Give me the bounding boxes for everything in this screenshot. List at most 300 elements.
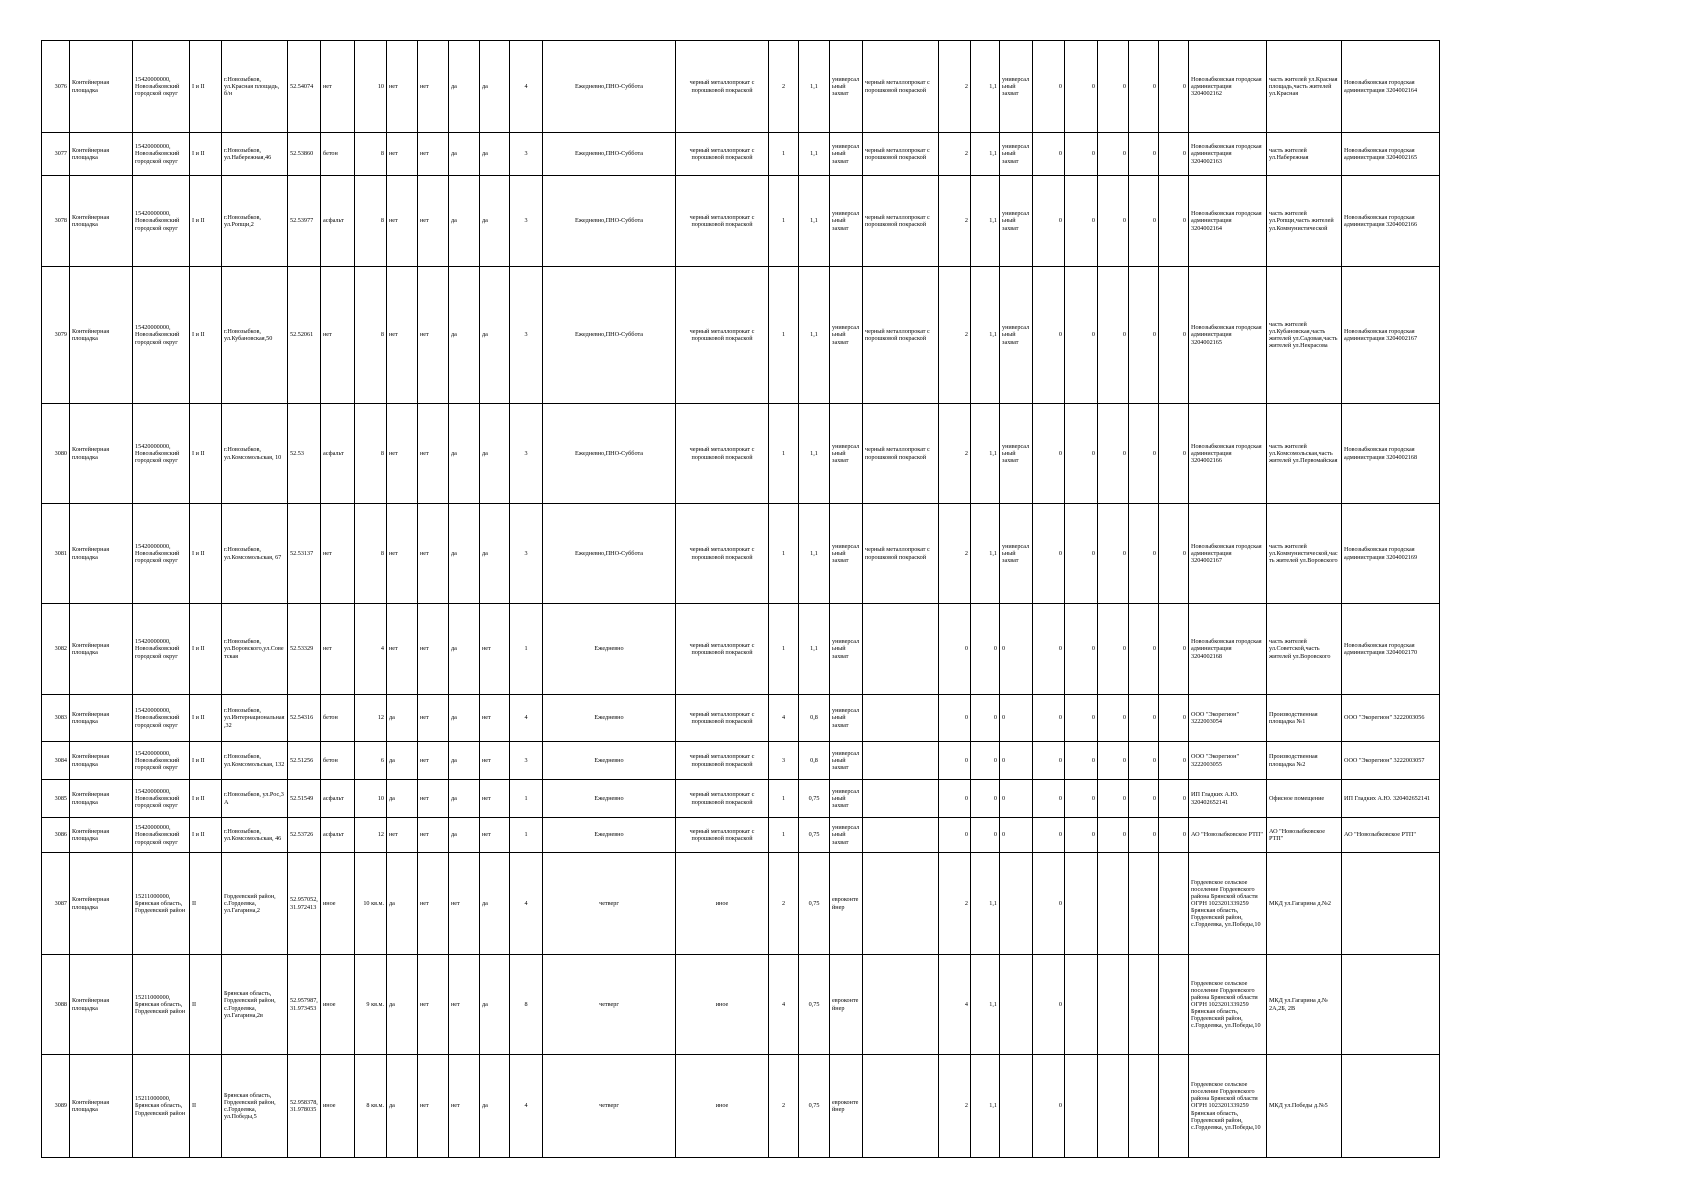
- cell-material2: черный металлопрокат с порошковой покраской: [863, 504, 939, 604]
- cell-z2: [1065, 853, 1098, 955]
- cell-material2: черный металлопрокат с порошковой покраской: [863, 267, 939, 404]
- cell-z2: 0: [1065, 742, 1098, 780]
- cell-owner: ООО "Экорегион" 3222003055: [1189, 742, 1267, 780]
- cell-material2: [863, 695, 939, 742]
- cell-source: Производственная площадка №1: [1267, 695, 1342, 742]
- cell-owner2: Новозыбковская городская администрация 3204002166: [1342, 176, 1440, 267]
- cell-z1: 0: [1033, 504, 1065, 604]
- cell-kind2: [1000, 1055, 1033, 1158]
- cell-z4: 0: [1129, 41, 1159, 133]
- cell-material: черный металлопрокат с порошковой покраской: [676, 818, 769, 853]
- cell-source: АО "Новозыбковское РТП": [1267, 818, 1342, 853]
- table-row: [42, 267, 1440, 404]
- cell-v2: 1,1: [971, 955, 1000, 1055]
- cell-n2: 2: [939, 176, 971, 267]
- cell-schedule: четверг: [543, 853, 676, 955]
- table-row: [42, 504, 1440, 604]
- cell-f4: да: [480, 267, 510, 404]
- cell-surface: нет: [321, 504, 355, 604]
- cell-z3: 0: [1098, 404, 1129, 504]
- cell-v1: 1,1: [799, 267, 830, 404]
- cell-owner: ООО "Экорегион" 3222003054: [1189, 695, 1267, 742]
- cell-material2: [863, 955, 939, 1055]
- cell-z2: 0: [1065, 818, 1098, 853]
- cell-material: черный металлопрокат с порошковой покраской: [676, 133, 769, 176]
- cell-z3: 0: [1098, 818, 1129, 853]
- cell-cnt: 1: [510, 818, 543, 853]
- cell-source: часть жителей ул.Комсомольская,часть жителей ул.Первомайская: [1267, 404, 1342, 504]
- cell-surface: бетон: [321, 133, 355, 176]
- cell-z3: 0: [1098, 267, 1129, 404]
- cell-area: 4: [355, 604, 387, 695]
- cell-z1: 0: [1033, 695, 1065, 742]
- cell-v2: 0: [971, 604, 1000, 695]
- cell-kind2: 0: [1000, 742, 1033, 780]
- cell-okato: 15420000000, Новозыбковский городской округ: [133, 41, 190, 133]
- cell-zone: I и II: [190, 695, 222, 742]
- cell-material: иное: [676, 1055, 769, 1158]
- cell-surface: нет: [321, 604, 355, 695]
- cell-address: г.Новозыбков, ул.Интернациональная,32: [222, 695, 288, 742]
- cell-kind2: 0: [1000, 604, 1033, 695]
- cell-material2: черный металлопрокат с порошковой покраской: [863, 176, 939, 267]
- cell-zone: I и II: [190, 780, 222, 818]
- cell-z3: [1098, 1055, 1129, 1158]
- cell-f3: да: [449, 404, 480, 504]
- cell-v1: 0,75: [799, 955, 830, 1055]
- table-row: [42, 41, 1440, 133]
- cell-n2: 0: [939, 818, 971, 853]
- cell-okato: 15420000000, Новозыбковский городской округ: [133, 504, 190, 604]
- cell-f1: нет: [387, 176, 418, 267]
- cell-okato: 15420000000, Новозыбковский городской округ: [133, 133, 190, 176]
- cell-surface: нет: [321, 41, 355, 133]
- table-row: [42, 742, 1440, 780]
- cell-source: часть жителей ул.Ропщи,часть жителей ул.Коммунистической: [1267, 176, 1342, 267]
- cell-type: Контейнерная площадка: [70, 742, 133, 780]
- cell-n1: 1: [769, 404, 799, 504]
- cell-source: Офисное помещение: [1267, 780, 1342, 818]
- cell-z2: 0: [1065, 41, 1098, 133]
- cell-n1: 2: [769, 853, 799, 955]
- cell-owner: ИП Гладких А.Ю. 320402652141: [1189, 780, 1267, 818]
- cell-id: 3079: [42, 267, 70, 404]
- cell-schedule: Ежедневно: [543, 818, 676, 853]
- cell-schedule: Ежедневно,ПНО-Суббота: [543, 176, 676, 267]
- cell-z5: [1159, 1055, 1189, 1158]
- cell-z4: [1129, 955, 1159, 1055]
- cell-z5: 0: [1159, 133, 1189, 176]
- cell-material: черный металлопрокат с порошковой покраской: [676, 742, 769, 780]
- cell-f3: да: [449, 267, 480, 404]
- cell-material: черный металлопрокат с порошковой покраской: [676, 176, 769, 267]
- cell-schedule: Ежедневно,ПНО-Суббота: [543, 404, 676, 504]
- cell-coord: 52.51549: [288, 780, 321, 818]
- cell-z2: 0: [1065, 504, 1098, 604]
- cell-kind2: 0: [1000, 695, 1033, 742]
- cell-z1: 0: [1033, 955, 1065, 1055]
- cell-source: Производственная площадка №2: [1267, 742, 1342, 780]
- cell-surface: иное: [321, 955, 355, 1055]
- cell-kind: евроконтейнер: [830, 853, 863, 955]
- cell-kind: универсальный захват: [830, 818, 863, 853]
- cell-id: 3078: [42, 176, 70, 267]
- cell-surface: асфальт: [321, 404, 355, 504]
- cell-zone: I и II: [190, 133, 222, 176]
- cell-schedule: четверг: [543, 1055, 676, 1158]
- cell-address: г.Новозыбков, ул.Комсомольская, 10: [222, 404, 288, 504]
- cell-z4: 0: [1129, 404, 1159, 504]
- cell-address: г.Новозыбков, ул.Воровского,ул.Советская: [222, 604, 288, 695]
- cell-schedule: Ежедневно: [543, 695, 676, 742]
- cell-v1: 0,8: [799, 695, 830, 742]
- cell-z5: 0: [1159, 267, 1189, 404]
- cell-n1: 1: [769, 780, 799, 818]
- cell-owner2: ИП Гладких А.Ю. 320402652141: [1342, 780, 1440, 818]
- cell-z3: 0: [1098, 133, 1129, 176]
- cell-owner: Новозыбковская городская администрация 3204002168: [1189, 604, 1267, 695]
- cell-f1: нет: [387, 133, 418, 176]
- table-row: [42, 604, 1440, 695]
- cell-cnt: 3: [510, 742, 543, 780]
- cell-owner2: Новозыбковская городская администрация 3204002165: [1342, 133, 1440, 176]
- cell-z2: 0: [1065, 267, 1098, 404]
- cell-cnt: 3: [510, 504, 543, 604]
- cell-okato: 15211000000, Брянская область, Гордеевский район: [133, 955, 190, 1055]
- cell-zone: II: [190, 853, 222, 955]
- cell-id: 3081: [42, 504, 70, 604]
- cell-f1: да: [387, 1055, 418, 1158]
- cell-area: 8 кв.м.: [355, 1055, 387, 1158]
- cell-area: 8: [355, 504, 387, 604]
- cell-f1: да: [387, 853, 418, 955]
- cell-f3: да: [449, 504, 480, 604]
- cell-source: часть жителей ул.Советской,часть жителей ул.Воровского: [1267, 604, 1342, 695]
- cell-v2: 1,1: [971, 267, 1000, 404]
- cell-material2: черный металлопрокат с порошковой покраской: [863, 404, 939, 504]
- cell-f1: нет: [387, 267, 418, 404]
- cell-cnt: 3: [510, 176, 543, 267]
- cell-kind: универсальный захват: [830, 742, 863, 780]
- cell-n1: 1: [769, 176, 799, 267]
- cell-surface: нет: [321, 267, 355, 404]
- cell-n2: 0: [939, 742, 971, 780]
- cell-z3: 0: [1098, 604, 1129, 695]
- cell-material2: [863, 1055, 939, 1158]
- cell-zone: I и II: [190, 41, 222, 133]
- cell-kind2: универсальный захват: [1000, 41, 1033, 133]
- cell-owner: Новозыбковская городская администрация 3204002162: [1189, 41, 1267, 133]
- cell-f3: да: [449, 780, 480, 818]
- cell-coord: 52.958378, 31.978035: [288, 1055, 321, 1158]
- cell-n2: 2: [939, 267, 971, 404]
- cell-area: 10: [355, 41, 387, 133]
- cell-f4: да: [480, 853, 510, 955]
- cell-z3: 0: [1098, 742, 1129, 780]
- cell-f3: нет: [449, 955, 480, 1055]
- cell-f2: нет: [418, 267, 449, 404]
- cell-cnt: 1: [510, 604, 543, 695]
- cell-z2: 0: [1065, 604, 1098, 695]
- cell-z1: 0: [1033, 176, 1065, 267]
- cell-z4: 0: [1129, 604, 1159, 695]
- cell-z1: 0: [1033, 604, 1065, 695]
- cell-f1: нет: [387, 404, 418, 504]
- cell-coord: 52.53329: [288, 604, 321, 695]
- cell-n2: 2: [939, 1055, 971, 1158]
- cell-f4: да: [480, 176, 510, 267]
- cell-f3: да: [449, 41, 480, 133]
- cell-zone: II: [190, 955, 222, 1055]
- cell-area: 8: [355, 133, 387, 176]
- cell-f4: да: [480, 504, 510, 604]
- cell-okato: 15420000000, Новозыбковский городской округ: [133, 695, 190, 742]
- cell-n2: 0: [939, 695, 971, 742]
- cell-kind: универсальный захват: [830, 41, 863, 133]
- cell-owner: Новозыбковская городская администрация 3204002163: [1189, 133, 1267, 176]
- cell-v1: 0,8: [799, 742, 830, 780]
- cell-address: г.Новозыбков, ул.Комсомольская, 67: [222, 504, 288, 604]
- cell-id: 3085: [42, 780, 70, 818]
- cell-f4: да: [480, 133, 510, 176]
- cell-z1: 0: [1033, 1055, 1065, 1158]
- cell-kind: универсальный захват: [830, 504, 863, 604]
- cell-address: г.Новозыбков, ул.Набережная,46: [222, 133, 288, 176]
- cell-id: 3080: [42, 404, 70, 504]
- cell-area: 10: [355, 780, 387, 818]
- cell-owner: АО "Новозыбковское РТП": [1189, 818, 1267, 853]
- cell-n1: 2: [769, 1055, 799, 1158]
- cell-okato: 15211000000, Брянская область, Гордеевский район: [133, 1055, 190, 1158]
- cell-n2: 2: [939, 404, 971, 504]
- cell-owner: Гордеевское сельское поселение Гордеевского района Брянской области ОГРН 1023201339259 Брянская область, Гордеевский район, с.Гордеевка, ул.Победы,10: [1189, 853, 1267, 955]
- cell-schedule: четверг: [543, 955, 676, 1055]
- cell-f2: нет: [418, 853, 449, 955]
- cell-zone: I и II: [190, 818, 222, 853]
- cell-f3: да: [449, 695, 480, 742]
- cell-z2: 0: [1065, 780, 1098, 818]
- cell-owner2: ООО "Экорегион" 3222003056: [1342, 695, 1440, 742]
- cell-okato: 15420000000, Новозыбковский городской округ: [133, 176, 190, 267]
- cell-coord: 52.54074: [288, 41, 321, 133]
- cell-v1: 1,1: [799, 504, 830, 604]
- cell-id: 3084: [42, 742, 70, 780]
- cell-address: г.Новозыбков, ул.Комсомольская, 46: [222, 818, 288, 853]
- cell-z2: 0: [1065, 404, 1098, 504]
- cell-zone: I и II: [190, 604, 222, 695]
- cell-owner: Новозыбковская городская администрация 3204002164: [1189, 176, 1267, 267]
- cell-owner: Новозыбковская городская администрация 3204002166: [1189, 404, 1267, 504]
- cell-z5: 0: [1159, 176, 1189, 267]
- cell-schedule: Ежедневно: [543, 780, 676, 818]
- cell-v2: 0: [971, 742, 1000, 780]
- cell-n1: 4: [769, 955, 799, 1055]
- table-row: [42, 404, 1440, 504]
- cell-z3: 0: [1098, 176, 1129, 267]
- cell-type: Контейнерная площадка: [70, 1055, 133, 1158]
- cell-material: иное: [676, 853, 769, 955]
- cell-z4: 0: [1129, 176, 1159, 267]
- cell-zone: I и II: [190, 504, 222, 604]
- cell-owner: Гордеевское сельское поселение Гордеевского района Брянской области ОГРН 1023201339259 Брянская область, Гордеевский район, с.Гордеевка, ул.Победы,10: [1189, 955, 1267, 1055]
- cell-kind: евроконтейнер: [830, 1055, 863, 1158]
- cell-okato: 15211000000, Брянская область, Гордеевский район: [133, 853, 190, 955]
- cell-f2: нет: [418, 41, 449, 133]
- cell-area: 12: [355, 818, 387, 853]
- cell-f3: да: [449, 133, 480, 176]
- table-row: [42, 695, 1440, 742]
- cell-material2: [863, 818, 939, 853]
- cell-f3: да: [449, 604, 480, 695]
- cell-surface: асфальт: [321, 780, 355, 818]
- cell-z5: 0: [1159, 742, 1189, 780]
- cell-okato: 15420000000, Новозыбковский городской округ: [133, 780, 190, 818]
- cell-material: черный металлопрокат с порошковой покраской: [676, 695, 769, 742]
- cell-n1: 1: [769, 267, 799, 404]
- cell-v2: 0: [971, 818, 1000, 853]
- cell-z1: 0: [1033, 853, 1065, 955]
- cell-address: г.Новозыбков, ул.Кубановская,50: [222, 267, 288, 404]
- cell-n1: 4: [769, 695, 799, 742]
- cell-coord: 52.53977: [288, 176, 321, 267]
- cell-f1: нет: [387, 504, 418, 604]
- cell-n2: 2: [939, 853, 971, 955]
- cell-material: черный металлопрокат с порошковой покраской: [676, 604, 769, 695]
- cell-surface: бетон: [321, 742, 355, 780]
- cell-v2: 1,1: [971, 133, 1000, 176]
- cell-z5: 0: [1159, 41, 1189, 133]
- cell-area: 10 кв.м.: [355, 853, 387, 955]
- cell-address: г.Новозыбков, ул.Комсомольская, 132: [222, 742, 288, 780]
- cell-f4: да: [480, 404, 510, 504]
- cell-z5: [1159, 955, 1189, 1055]
- cell-f2: нет: [418, 955, 449, 1055]
- table-row: [42, 818, 1440, 853]
- cell-n2: 4: [939, 955, 971, 1055]
- cell-n2: 0: [939, 604, 971, 695]
- cell-f4: нет: [480, 742, 510, 780]
- cell-cnt: 3: [510, 133, 543, 176]
- cell-z2: 0: [1065, 176, 1098, 267]
- cell-address: Брянская область, Гордеевский район, с.Гордеевка, ул.Победы,5: [222, 1055, 288, 1158]
- cell-type: Контейнерная площадка: [70, 404, 133, 504]
- cell-material2: [863, 604, 939, 695]
- cell-id: 3087: [42, 853, 70, 955]
- cell-v2: 1,1: [971, 504, 1000, 604]
- cell-n1: 1: [769, 133, 799, 176]
- cell-kind2: [1000, 853, 1033, 955]
- cell-area: 8: [355, 404, 387, 504]
- cell-owner2: Новозыбковская городская администрация 3204002164: [1342, 41, 1440, 133]
- cell-surface: иное: [321, 853, 355, 955]
- cell-z1: 0: [1033, 404, 1065, 504]
- cell-kind: универсальный захват: [830, 176, 863, 267]
- cell-n2: 2: [939, 504, 971, 604]
- cell-v1: 1,1: [799, 404, 830, 504]
- cell-f2: нет: [418, 1055, 449, 1158]
- cell-source: часть жителей ул.Красная площадь,часть жителей ул.Красная: [1267, 41, 1342, 133]
- cell-zone: I и II: [190, 267, 222, 404]
- cell-f2: нет: [418, 604, 449, 695]
- cell-n2: 0: [939, 780, 971, 818]
- cell-material2: [863, 780, 939, 818]
- cell-kind: универсальный захват: [830, 604, 863, 695]
- cell-surface: иное: [321, 1055, 355, 1158]
- cell-z4: 0: [1129, 133, 1159, 176]
- cell-z2: 0: [1065, 133, 1098, 176]
- cell-area: 8: [355, 176, 387, 267]
- cell-material: черный металлопрокат с порошковой покраской: [676, 267, 769, 404]
- cell-n2: 2: [939, 41, 971, 133]
- cell-type: Контейнерная площадка: [70, 504, 133, 604]
- cell-f1: да: [387, 742, 418, 780]
- cell-source: часть жителей ул.Коммунистической,часть жителей ул.Воровского: [1267, 504, 1342, 604]
- cell-source: часть жителей ул.Набережная: [1267, 133, 1342, 176]
- cell-owner2: Новозыбковская городская администрация 3204002167: [1342, 267, 1440, 404]
- cell-z5: 0: [1159, 780, 1189, 818]
- cell-z4: [1129, 1055, 1159, 1158]
- cell-id: 3086: [42, 818, 70, 853]
- cell-owner: Новозыбковская городская администрация 3204002167: [1189, 504, 1267, 604]
- cell-v1: 1,1: [799, 604, 830, 695]
- cell-f2: нет: [418, 818, 449, 853]
- cell-coord: 52.52061: [288, 267, 321, 404]
- cell-f2: нет: [418, 133, 449, 176]
- cell-f1: нет: [387, 818, 418, 853]
- cell-f2: нет: [418, 742, 449, 780]
- cell-f4: да: [480, 41, 510, 133]
- cell-owner2: [1342, 955, 1440, 1055]
- cell-id: 3082: [42, 604, 70, 695]
- cell-z4: 0: [1129, 695, 1159, 742]
- cell-f1: да: [387, 780, 418, 818]
- cell-f1: да: [387, 695, 418, 742]
- cell-material2: [863, 742, 939, 780]
- cell-f3: нет: [449, 853, 480, 955]
- cell-source: МКД ул.Гагарина д.№2: [1267, 853, 1342, 955]
- cell-zone: II: [190, 1055, 222, 1158]
- cell-z1: 0: [1033, 133, 1065, 176]
- cell-okato: 15420000000, Новозыбковский городской округ: [133, 818, 190, 853]
- cell-schedule: Ежедневно,ПНО-Суббота: [543, 267, 676, 404]
- cell-z4: [1129, 853, 1159, 955]
- cell-address: г.Новозыбков, ул.Красная площадь, б/н: [222, 41, 288, 133]
- cell-v2: 0: [971, 780, 1000, 818]
- cell-v1: 0,75: [799, 818, 830, 853]
- cell-n1: 1: [769, 504, 799, 604]
- cell-f1: да: [387, 955, 418, 1055]
- cell-cnt: 8: [510, 955, 543, 1055]
- cell-id: 3089: [42, 1055, 70, 1158]
- cell-cnt: 3: [510, 267, 543, 404]
- cell-schedule: Ежедневно: [543, 604, 676, 695]
- cell-z5: 0: [1159, 604, 1189, 695]
- cell-type: Контейнерная площадка: [70, 604, 133, 695]
- table-row: [42, 133, 1440, 176]
- cell-kind2: 0: [1000, 780, 1033, 818]
- cell-v2: 1,1: [971, 404, 1000, 504]
- cell-z1: 0: [1033, 818, 1065, 853]
- cell-schedule: Ежедневно,ПНО-Суббота: [543, 133, 676, 176]
- cell-zone: I и II: [190, 404, 222, 504]
- cell-v2: 1,1: [971, 41, 1000, 133]
- cell-n1: 1: [769, 818, 799, 853]
- cell-z3: 0: [1098, 695, 1129, 742]
- cell-coord: 52.51256: [288, 742, 321, 780]
- cell-kind2: [1000, 955, 1033, 1055]
- cell-address: Брянская область, Гордеевский район, с.Гордеевка, ул.Гагарина,2в: [222, 955, 288, 1055]
- cell-f4: нет: [480, 604, 510, 695]
